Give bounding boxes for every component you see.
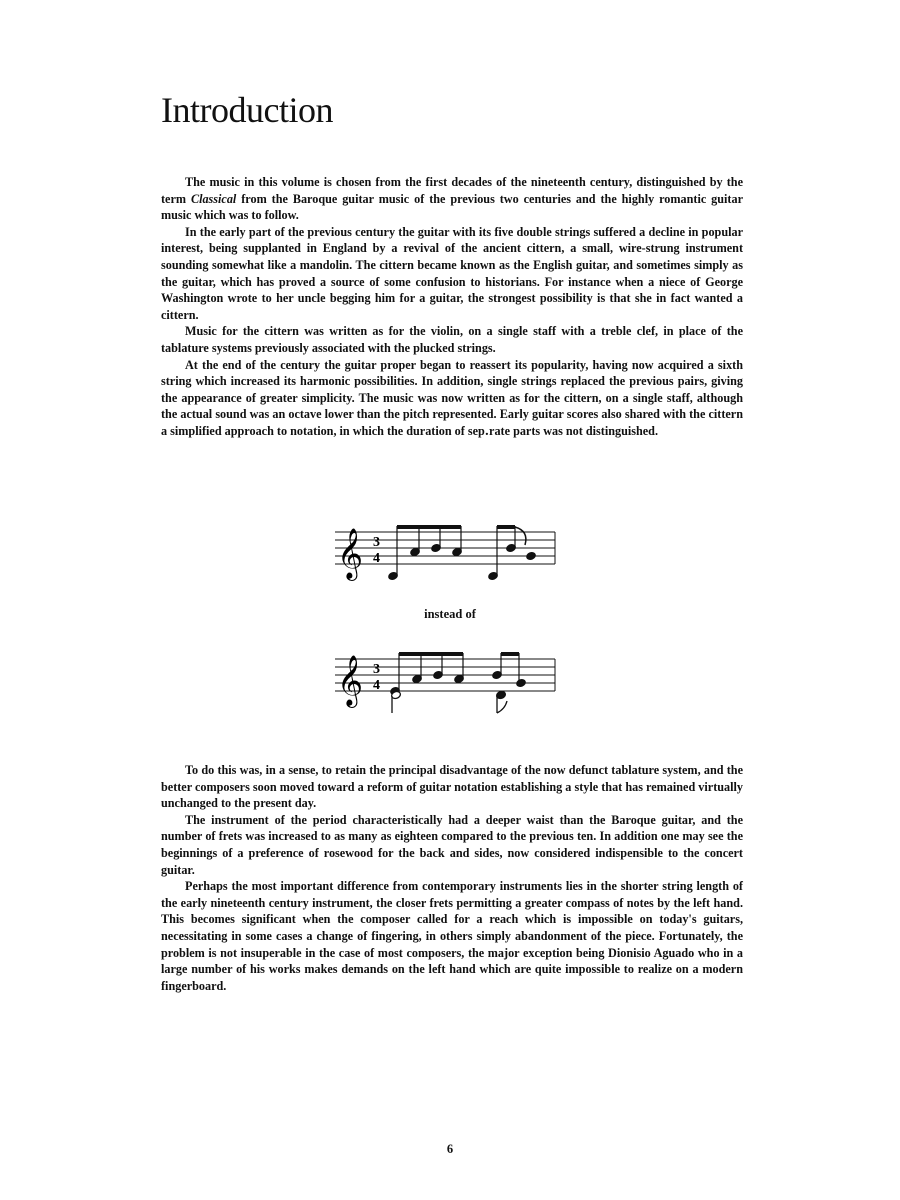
time-signature (373, 662, 380, 693)
music-example-simplified (335, 518, 565, 588)
body-text-lower (161, 762, 743, 994)
paragraph-text: from the Baroque guitar music of the previous two centuries and the highly romantic guitar music which was to follow. (161, 191, 743, 223)
beams (399, 652, 519, 656)
paragraph: At the end of the century the guitar proper began to reassert its popularity, having now acquired a sixth string which increased its harmonic possibilities. In addition, single strings replaced the previous pairs, giving the appearance of greater simplicity. The music was now written as for the cittern, on a single staff, although the actual sound was an octave lower than the pitch represented. Early guitar scores also shared with the cittern a simplified approach to notation, in which the duration of sep․rate parts was not distinguished. (161, 357, 743, 438)
music-caption: instead of (424, 607, 476, 621)
italic-term: Classical (190, 191, 237, 206)
body-text-upper (161, 174, 743, 440)
lower-voice (391, 690, 507, 713)
paragraph: The instrument of the period characteristically had a deeper waist than the Baroque guitar, and the number of frets was increased to as many as eighteen compared to the previous ten. In addition one may see the beginnings of a preference of rosewood for the back and sides, now considered indispensible to the concert guitar. (161, 812, 743, 877)
paragraph: Perhaps the most important difference from contemporary instruments lies in the shorter string length of the early nineteenth century instrument, the closer frets permitting a greater compass of notes by the left hand. This becomes significant when the composer called for a reach which is impossible on today's guitars, necessitating in some cases a change of fingering, in others simply abandonment of the piece. Fortunately, the problem is not insuperable in the case of most composers, the major exception being Dionisio Aguado who in a large number of his works makes demands on the left hand which are quite impossible to realize on a modern fingerboard. (161, 879, 743, 993)
notes (388, 525, 537, 581)
page-title: Introduction (161, 90, 333, 130)
beams (397, 525, 515, 529)
paragraph: In the early part of the previous century the guitar with its five double strings suffered a decline in popular interest, being supplanted in England by a revival of the ancient cittern, a small, wire-strung instrument sounding somewhat like a mandolin. The cittern became known as the English guitar, and sometimes simply as the guitar, which has proved a source of some confusion to historians. For instance when a niece of George Washington wrote to her uncle begging him for a guitar, the strongest possibility is that she in fact wanted a cittern. (161, 224, 743, 322)
time-signature (373, 535, 380, 566)
time-signature-top: 3 (373, 662, 380, 677)
note-head (516, 678, 527, 687)
treble-clef-icon: 𝄞 (337, 655, 364, 706)
paragraph: Music for the cittern was written as for the violin, on a single staff with a treble clef, in place of the tablature systems previously associated with the plucked strings. (161, 324, 743, 355)
treble-clef-icon: 𝄞 (337, 528, 364, 579)
time-signature-bottom: 4 (373, 551, 380, 566)
time-signature-top: 3 (373, 535, 380, 550)
flag (515, 527, 526, 545)
staff-lines (335, 532, 555, 564)
paragraph: To do this was, in a sense, to retain the principal disadvantage of the now defunct tablature system, and the better composers soon moved toward a reform of guitar notation establishing a style that has remained virtually unchanged to the present day. (161, 763, 743, 811)
paragraph (161, 174, 743, 224)
music-example-separate-voices (335, 645, 565, 715)
note-head (526, 551, 537, 560)
paragraph-text: The music in this volume is chosen from the first decades of the nineteenth century, distinguished by the term (161, 175, 743, 206)
time-signature-bottom: 4 (373, 678, 380, 693)
page-number: 6 (446, 1142, 454, 1156)
